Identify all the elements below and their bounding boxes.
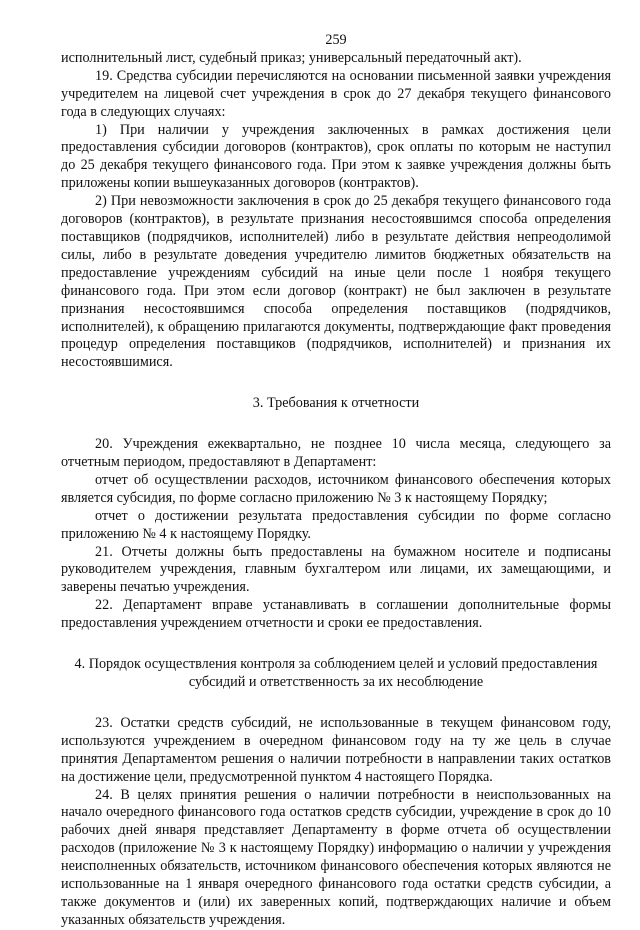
document-page: [61, 32, 611, 930]
paragraph-19: 19. Средства субсидии перечисляются на основании письменной заявки учреждения учредителем на лицевой счет учреждения в срок до 27 декабря текущего финансового года в следующих случаях:: [61, 67, 611, 120]
paragraph-20-report-expenses: отчет об осуществлении расходов, источником финансового обеспечения которых является субсидия, по форме согласно приложению № 3 к настоящему Порядку;: [61, 471, 611, 506]
paragraph-23: 23. Остатки средств субсидий, не использованные в текущем финансовом году, используются учреждением в очередном финансовом году на ту же цель в случае принятия Департаментом решения о наличии потребности в направлении таких остатков на достижение цели, предусмотренной пунктом 4 настоящего Порядка.: [61, 714, 611, 785]
paragraph-22: 22. Департамент вправе устанавливать в соглашении дополнительные формы предоставления учреждением отчетности и сроки ее предоставления.: [61, 597, 611, 632]
section-4-heading-line1: 4. Порядок осуществления контроля за соблюдением целей и условий предоставления: [74, 656, 598, 673]
section-4-heading-line2: субсидий и ответственность за их несоблюдение: [188, 674, 484, 690]
paragraph-20-report-result: отчет о достижении результата предоставления субсидии по форме согласно приложению № 4 к настоящему Порядку.: [61, 507, 611, 542]
paragraph-continuation: исполнительный лист, судебный приказ; универсальный передаточный акт).: [61, 49, 522, 66]
page-number: 259: [325, 32, 347, 48]
paragraph-20: 20. Учреждения ежеквартально, не позднее 10 числа месяца, следующего за отчетным периодом, предоставляют в Департамент:: [61, 436, 611, 471]
paragraph-21: 21. Отчеты должны быть предоставлены на бумажном носителе и подписаны руководителем учреждения, главным бухгалтером или лицами, их замещающими, и заверены печатью учреждения.: [61, 543, 611, 596]
paragraph-24: 24. В целях принятия решения о наличии потребности в неиспользованных на начало очередного финансового года остатков средств субсидии, учреждение в срок до 10 рабочих дней января представляет Департаменту в форме отчета об осуществлении расходов (приложение № 3 к настоящему Порядку) информацию о наличии у учреждения неисполненных обязательств, источником финансового обеспечения которых являются не использованные на 1 января очередного финансового года остатки средств субсидии, а также документов и (или) их заверенных копий, подтверждающих наличие и объем указанных обязательств учреждения.: [61, 786, 611, 928]
section-3-heading: 3. Требования к отчетности: [252, 395, 420, 412]
paragraph-19-item-2: 2) При невозможности заключения в срок до 25 декабря текущего финансового года договоров (контрактов), в результате признания несостоявшимся способа определения поставщиков (подрядчиков, исполнителей) либо в результате действия непреодолимой силы, либо в результате доведения учредителю лимитов бюджетных обязательств на предоставление учреждениям субсидий на иные цели после 1 ноября текущего финансового года. При этом если договор (контракт) не был заключен в результате признания несостоявшимся способа определения поставщиков (подрядчиков, исполнителей), к обращению прилагаются документы, подтверждающие факт проведения процедур определения поставщиков (подрядчиков, исполнителей) и признания их несостоявшимися.: [61, 193, 611, 371]
paragraph-19-item-1: 1) При наличии у учреждения заключенных в рамках достижения цели предоставления субсидии договоров (контрактов), срок оплаты по которым не наступил до 25 декабря текущего финансового года. При этом к заявке учреждения должны быть приложены копии вышеуказанных договоров (контрактов).: [61, 121, 611, 192]
